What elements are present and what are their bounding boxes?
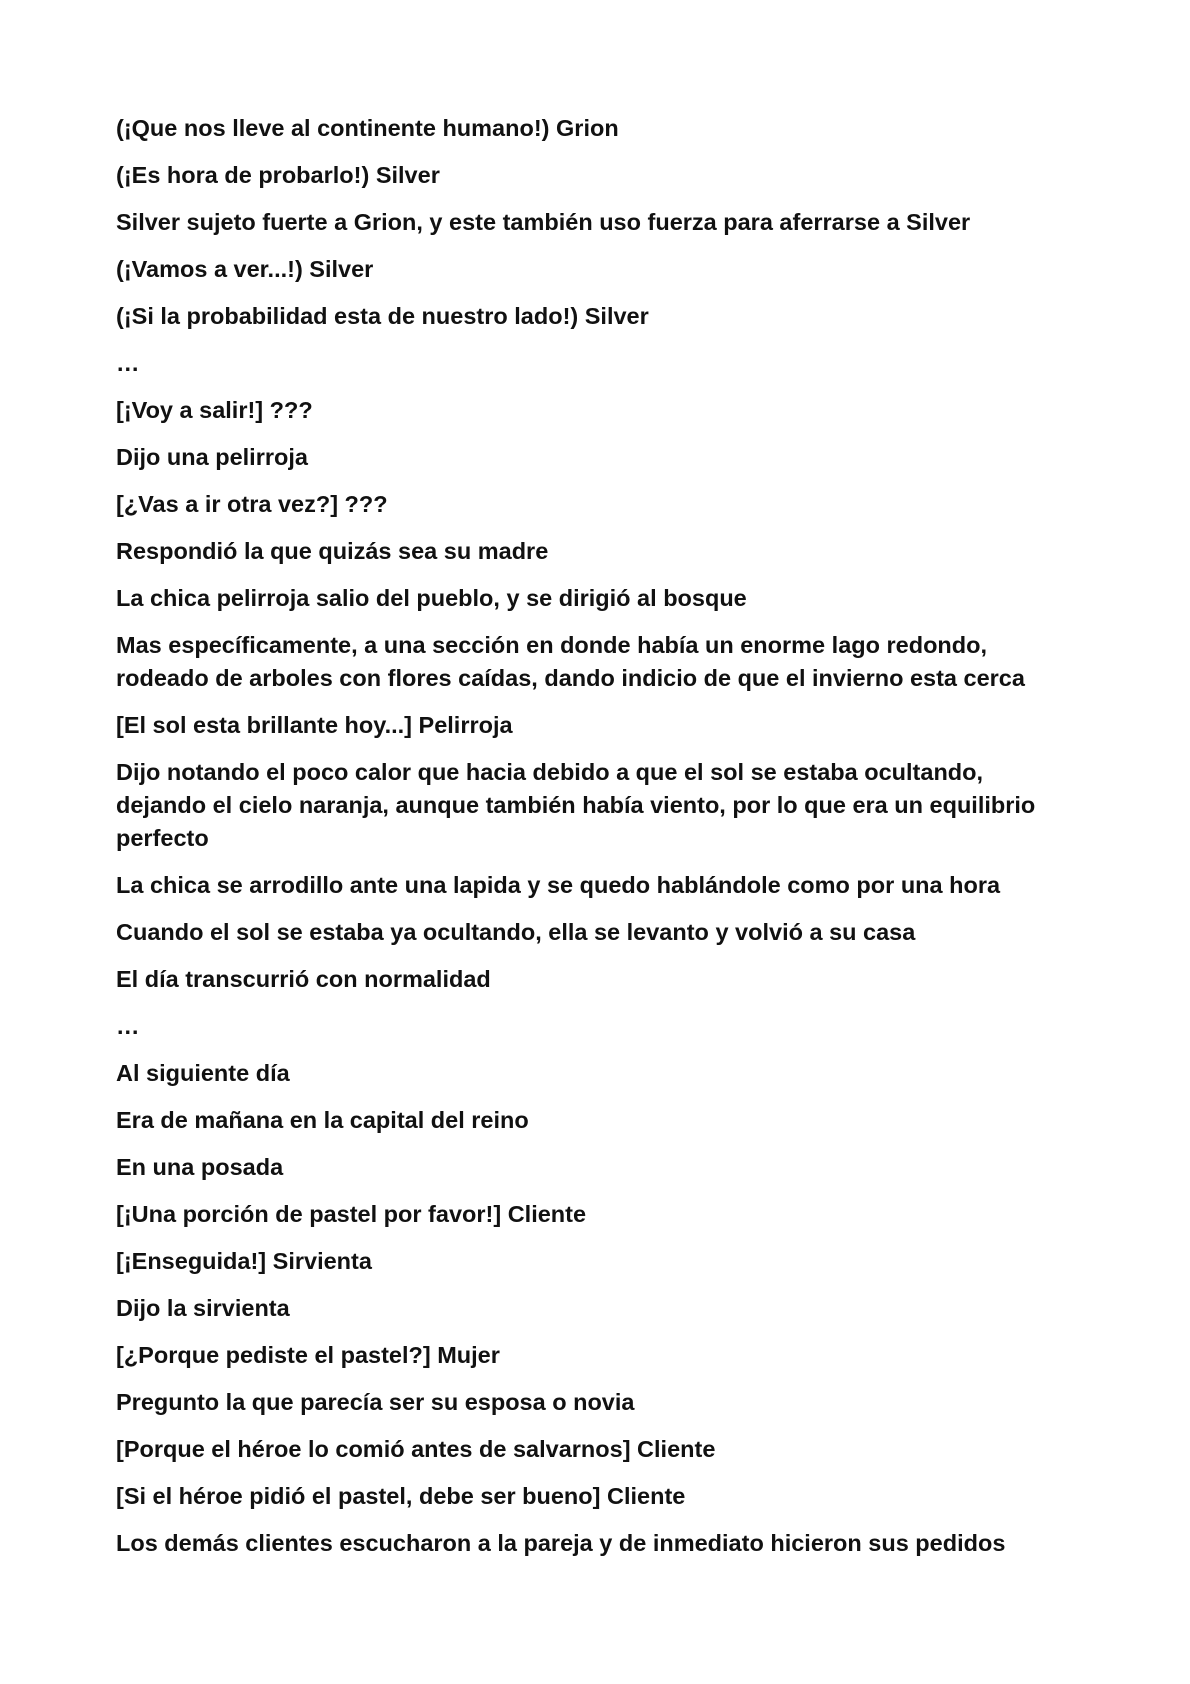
scene-break: … <box>116 350 140 376</box>
paragraph: Dijo notando el poco calor que hacia debido a que el sol se estaba ocultando, dejando el cielo naranja, aunque también había viento, por lo que era un equilibrio perfecto <box>116 759 1036 851</box>
paragraph: [¿Vas a ir otra vez?] ??? <box>116 491 388 517</box>
paragraph: Cuando el sol se estaba ya ocultando, ella se levanto y volvió a su casa <box>116 919 916 945</box>
paragraph: Pregunto la que parecía ser su esposa o novia <box>116 1389 635 1415</box>
paragraph: Silver sujeto fuerte a Grion, y este también uso fuerza para aferrarse a Silver <box>116 209 971 235</box>
scene-break: … <box>116 1013 140 1039</box>
paragraph: [¡Enseguida!] Sirvienta <box>116 1248 372 1274</box>
paragraph: (¡Que nos lleve al continente humano!) Grion <box>116 115 619 141</box>
paragraph: Respondió la que quizás sea su madre <box>116 538 549 564</box>
paragraph: (¡Vamos a ver...!) Silver <box>116 256 374 282</box>
paragraph: [Si el héroe pidió el pastel, debe ser bueno] Cliente <box>116 1483 686 1509</box>
paragraph: (¡Es hora de probarlo!) Silver <box>116 162 440 188</box>
paragraph: La chica se arrodillo ante una lapida y se quedo hablándole como por una hora <box>116 872 1001 898</box>
paragraph: Mas específicamente, a una sección en donde había un enorme lago redondo, rodeado de arboles con flores caídas, dando indicio de que el invierno esta cerca <box>116 632 1025 691</box>
paragraph: Los demás clientes escucharon a la pareja y de inmediato hicieron sus pedidos <box>116 1530 1006 1556</box>
paragraph: [Porque el héroe lo comió antes de salvarnos] Cliente <box>116 1436 716 1462</box>
paragraph: Dijo una pelirroja <box>116 444 308 470</box>
paragraph: En una posada <box>116 1154 284 1180</box>
document-body <box>116 112 1076 1574</box>
paragraph: Al siguiente día <box>116 1060 290 1086</box>
paragraph: [¿Porque pediste el pastel?] Mujer <box>116 1342 500 1368</box>
paragraph: [¡Una porción de pastel por favor!] Cliente <box>116 1201 587 1227</box>
paragraph: [¡Voy a salir!] ??? <box>116 397 313 423</box>
paragraph: Era de mañana en la capital del reino <box>116 1107 529 1133</box>
paragraph: [El sol esta brillante hoy...] Pelirroja <box>116 712 513 738</box>
paragraph: Dijo la sirvienta <box>116 1295 290 1321</box>
paragraph: El día transcurrió con normalidad <box>116 966 491 992</box>
paragraph: La chica pelirroja salio del pueblo, y se dirigió al bosque <box>116 585 747 611</box>
paragraph: (¡Si la probabilidad esta de nuestro lado!) Silver <box>116 303 649 329</box>
